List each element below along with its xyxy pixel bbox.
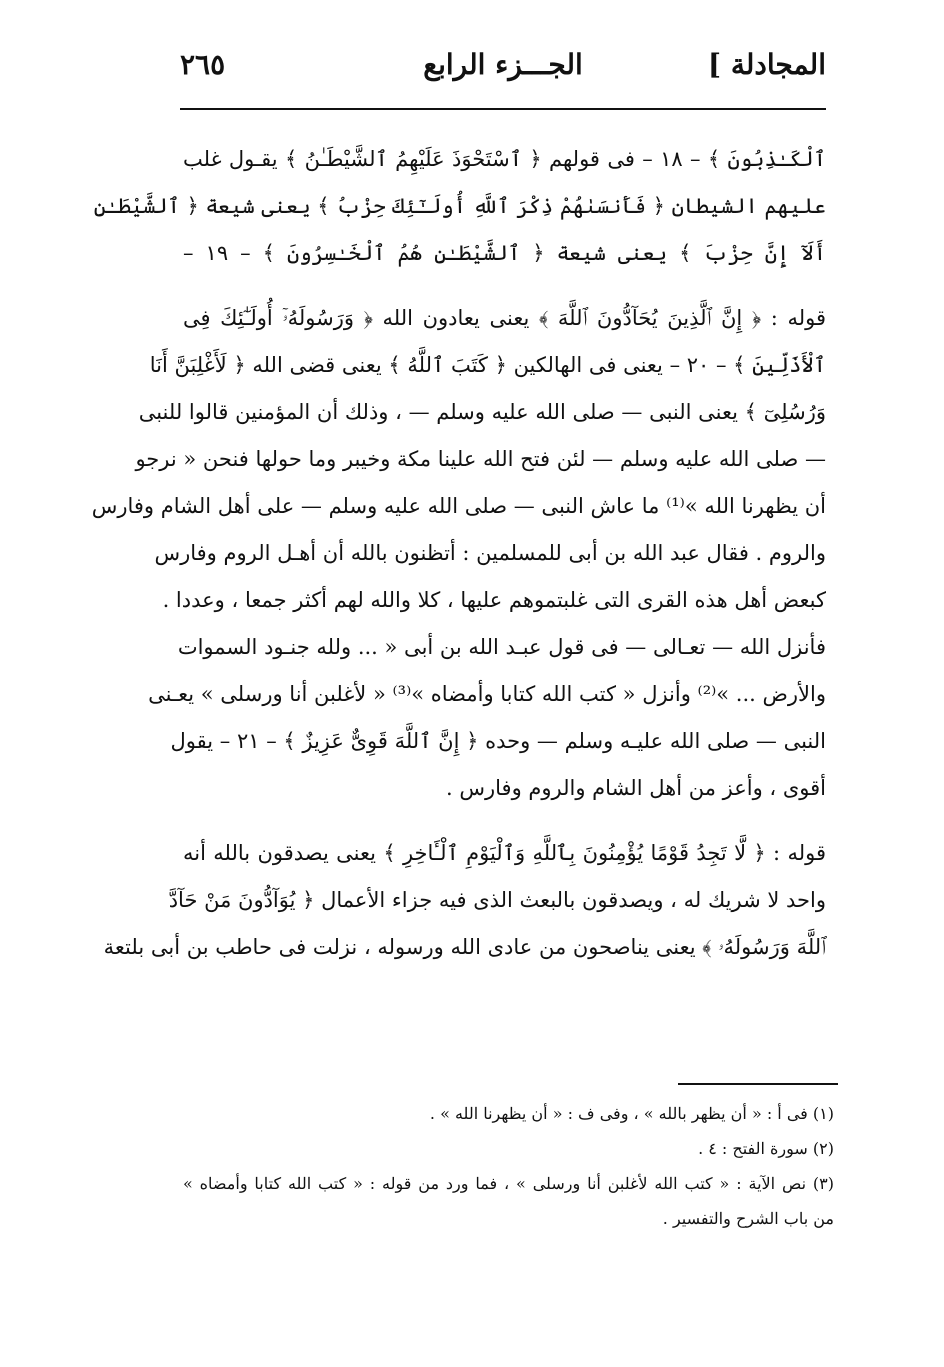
text-line: ٱللَّهَ وَرَسُولَهُۥ ﴾ يعنى يناصحون من عادى الله ورسوله ، نزلت فى حاطب بن أبى بلتعة	[103, 935, 826, 959]
text-line: — صلى الله عليه وسلم — لئن فتح الله علينا مكة وخيبر وما حولها فنحن « نرجو	[135, 447, 826, 471]
text-line: ٱلْأَذَلِّينَ ﴾ – ٢٠ – يعنى فى الهالكين ﴿ كَتَبَ ٱللَّهُ ﴾ يعنى قضى الله ﴿ لَأَغْلِبَنَّ أَنَا	[149, 353, 826, 377]
text-line: فأنزل الله — تعـالى — فى قول عبـد الله بن أبى « ... ولله جنـود السموات	[177, 635, 826, 659]
text-line: النبى — صلى الله عليـه وسلم — وحده ﴿ إِنَّ ٱللَّهَ قَوِىٌّ عَزِيزٌ ﴾ – ٢١ – يقول	[170, 729, 826, 753]
text-line: أن يظهرنا الله »⁽¹⁾ ما عاش النبى — صلى الله عليه وسلم — على أهل الشام وفارس	[91, 494, 826, 518]
page-number: ٢٦٥	[180, 48, 226, 81]
surah-name: المجادلة ]	[707, 48, 826, 81]
text-line: ٱلْكَـٰذِبُونَ ﴾ – ١٨ – فى قولهم ﴿ ٱسْتَحْوَذَ عَلَيْهِمُ ٱلشَّيْطَـٰنُ ﴾ يقـول غلب	[183, 147, 826, 171]
juz-title: الجـــزء الرابع	[423, 48, 583, 81]
text-line: كبعض أهل هذه القرى التى غلبتموهم عليها ، كلا والله لهم أكثر جمعا ، وعددا .	[162, 588, 826, 612]
text-line: والروم . فقال عبد الله بن أبى للمسلمين : أتظنون بالله أن أهـل الروم وفارس	[154, 541, 826, 565]
page-body	[91, 136, 826, 971]
header-rule	[180, 108, 826, 110]
text-line: والأرض ... »⁽²⁾ وأنزل « كتب الله كتابا وأمضاه »⁽³⁾ « لأغلبن أنا ورسلى » يعـنى	[148, 682, 826, 706]
text-line: قوله : ﴿ لَّا تَجِدُ قَوْمًا يُؤْمِنُونَ بِٱللَّهِ وَٱلْيَوْمِ ٱلْـَٔاخِرِ ﴾ يعنى يصدقون بالله أنه	[183, 841, 826, 865]
footnote-3-continuation: من باب الشرح والتفسير .	[662, 1209, 834, 1228]
footnote-2: (٢) سورة الفتح : ٤ .	[698, 1139, 834, 1158]
text-line: قوله : ﴿ إِنَّ ٱلَّذِينَ يُحَآدُّونَ ٱللَّهَ ﴾ يعنى يعادون الله ﴿ وَرَسُولَهُۥٓ أُولَـٰٓئِكَ فِى	[183, 306, 826, 330]
footnotes	[183, 1096, 834, 1236]
page-header	[180, 48, 826, 98]
text-line: عليهم الشيطان ﴿ فَأَنسَىٰهُمْ ذِكْرَ ٱللَّهِ أُولَـٰٓئِكَ حِزْبُ ﴾ يعنى شيعة ﴿ ٱلشَّيْطَـٰنِ	[93, 194, 826, 218]
text-line: أَلَآ إِنَّ حِزْبَ ﴾ يعنى شيعة ﴿ ٱلشَّيْطَـٰنِ هُمُ ٱلْخَـٰسِرُونَ ﴾ – ١٩ –	[183, 241, 826, 265]
footnote-1: (١) فى أ : « أن يظهر بالله » ، وفى ف : « أن يظهرنا الله » .	[429, 1104, 834, 1123]
text-line: وَرُسُلِىٓ ﴾ يعنى النبى — صلى الله عليه وسلم — ، وذلك أن المؤمنين قالوا للنبى	[138, 400, 826, 424]
text-line: أقوى ، وأعز من أهل الشام والروم وفارس .	[446, 776, 826, 800]
footnote-3: (٣) نص الآية : « كتب الله لأغلبن أنا ورسلى » ، فما ورد من قوله : « كتب الله كتابا وأمضاه »	[183, 1174, 834, 1193]
footnote-rule	[678, 1083, 838, 1085]
text-line: واحد لا شريك له ، ويصدقون بالبعث الذى فيه جزاء الأعمال ﴿ يُوَآدُّونَ مَنْ حَآدَّ	[168, 888, 826, 912]
